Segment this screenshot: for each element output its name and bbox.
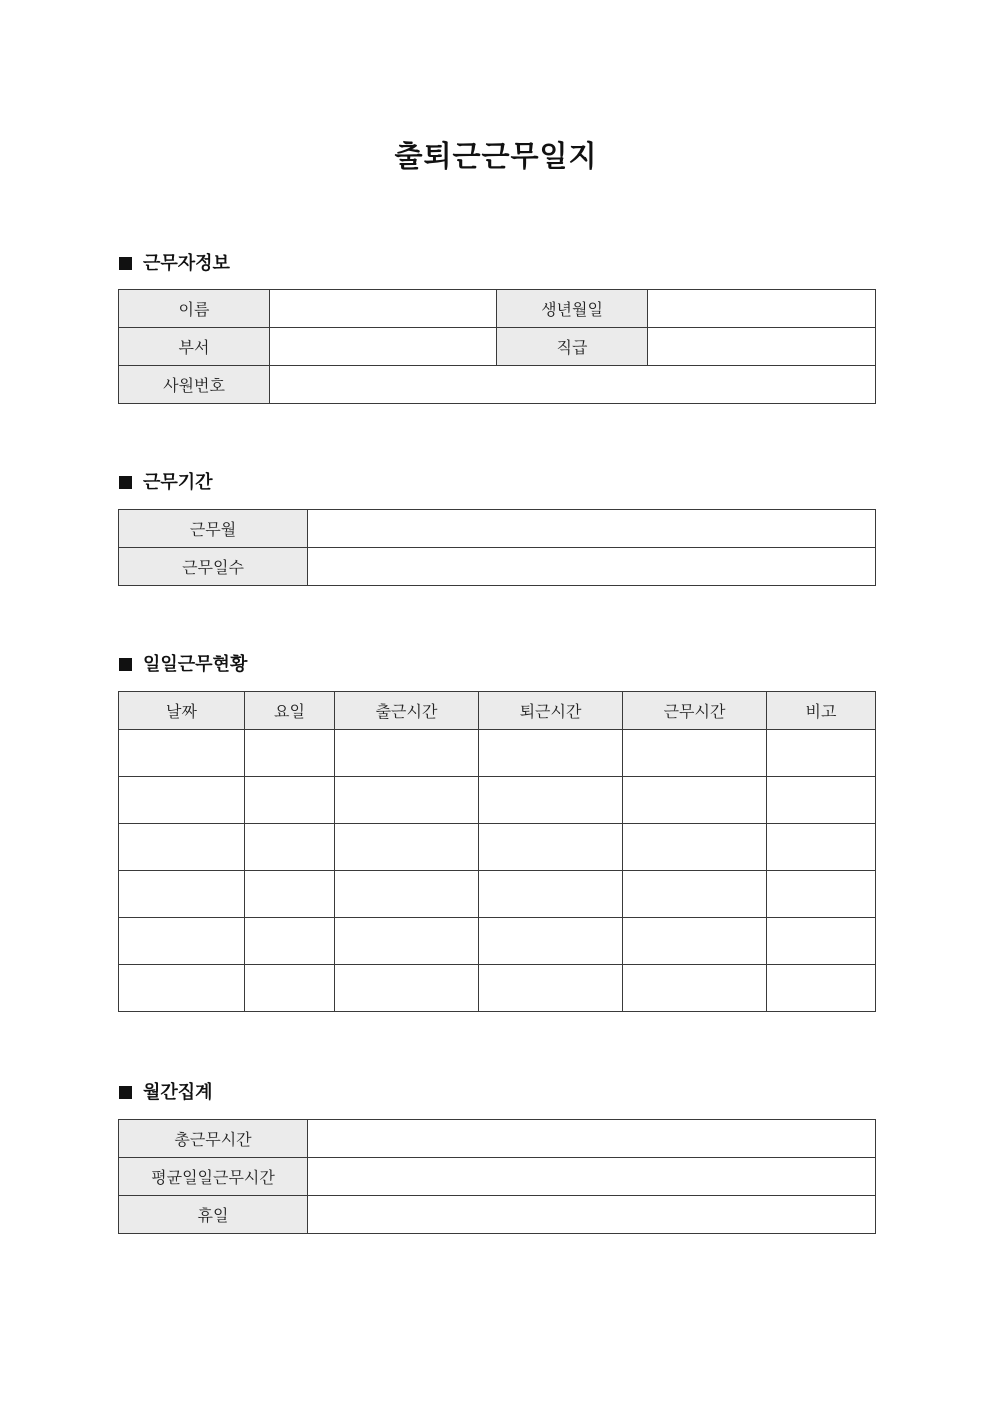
section-heading-work-period	[119, 470, 213, 496]
table-row	[119, 918, 876, 965]
column-header-weekday: 요일	[245, 692, 335, 730]
weekday-cell[interactable]	[245, 918, 335, 965]
holidays-label: 휴일	[119, 1196, 308, 1234]
total-hours-label: 총근무시간	[119, 1120, 308, 1158]
name-label: 이름	[119, 290, 270, 328]
table-row	[119, 1120, 876, 1158]
table-row	[119, 1196, 876, 1234]
weekday-cell[interactable]	[245, 730, 335, 777]
column-header-clock-out: 퇴근시간	[479, 692, 623, 730]
table-row	[119, 965, 876, 1012]
section-heading-daily-log	[119, 652, 247, 678]
work-hours-cell[interactable]	[623, 824, 767, 871]
table-row	[119, 366, 876, 404]
work-days-label: 근무일수	[119, 548, 308, 586]
weekday-cell[interactable]	[245, 871, 335, 918]
column-header-clock-in: 출근시간	[335, 692, 479, 730]
department-field[interactable]	[270, 328, 497, 366]
position-field[interactable]	[648, 328, 876, 366]
clock-in-cell[interactable]	[335, 965, 479, 1012]
work-days-field[interactable]	[308, 548, 876, 586]
column-header-work-hours: 근무시간	[623, 692, 767, 730]
date-cell[interactable]	[119, 777, 245, 824]
birthdate-field[interactable]	[648, 290, 876, 328]
weekday-cell[interactable]	[245, 824, 335, 871]
work-hours-cell[interactable]	[623, 730, 767, 777]
date-cell[interactable]	[119, 918, 245, 965]
work-month-field[interactable]	[308, 510, 876, 548]
square-bullet-icon	[119, 658, 132, 671]
date-cell[interactable]	[119, 730, 245, 777]
work-hours-cell[interactable]	[623, 965, 767, 1012]
work-hours-cell[interactable]	[623, 871, 767, 918]
total-hours-field[interactable]	[308, 1120, 876, 1158]
clock-out-cell[interactable]	[479, 965, 623, 1012]
daily-log-table	[118, 691, 876, 1012]
remarks-cell[interactable]	[767, 965, 876, 1012]
weekday-cell[interactable]	[245, 777, 335, 824]
table-row	[119, 824, 876, 871]
clock-in-cell[interactable]	[335, 777, 479, 824]
section-heading-label: 월간집계	[143, 1082, 213, 1103]
column-header-date: 날짜	[119, 692, 245, 730]
table-header-row	[119, 692, 876, 730]
remarks-cell[interactable]	[767, 871, 876, 918]
department-label: 부서	[119, 328, 270, 366]
worker-info-table	[118, 289, 876, 404]
clock-out-cell[interactable]	[479, 824, 623, 871]
column-header-remarks: 비고	[767, 692, 876, 730]
table-row	[119, 290, 876, 328]
name-field[interactable]	[270, 290, 497, 328]
table-row	[119, 730, 876, 777]
document-title: 출퇴근근무일지	[394, 139, 598, 173]
square-bullet-icon	[119, 1086, 132, 1099]
section-heading-monthly-summary	[119, 1080, 213, 1106]
table-row	[119, 328, 876, 366]
work-period-table	[118, 509, 876, 586]
clock-out-cell[interactable]	[479, 871, 623, 918]
weekday-cell[interactable]	[245, 965, 335, 1012]
square-bullet-icon	[119, 257, 132, 270]
work-month-label: 근무월	[119, 510, 308, 548]
employee-id-field[interactable]	[270, 366, 876, 404]
section-heading-label: 일일근무현황	[143, 654, 248, 675]
table-row	[119, 510, 876, 548]
monthly-summary-table	[118, 1119, 876, 1234]
remarks-cell[interactable]	[767, 730, 876, 777]
table-row	[119, 871, 876, 918]
table-row	[119, 1158, 876, 1196]
remarks-cell[interactable]	[767, 777, 876, 824]
work-hours-cell[interactable]	[623, 777, 767, 824]
remarks-cell[interactable]	[767, 918, 876, 965]
clock-in-cell[interactable]	[335, 871, 479, 918]
section-heading-label: 근무자정보	[143, 253, 230, 274]
clock-in-cell[interactable]	[335, 918, 479, 965]
clock-out-cell[interactable]	[479, 777, 623, 824]
birthdate-label: 생년월일	[497, 290, 648, 328]
clock-out-cell[interactable]	[479, 918, 623, 965]
table-row	[119, 777, 876, 824]
avg-daily-hours-label: 평균일일근무시간	[119, 1158, 308, 1196]
clock-in-cell[interactable]	[335, 730, 479, 777]
section-heading-label: 근무기간	[143, 472, 213, 493]
date-cell[interactable]	[119, 871, 245, 918]
square-bullet-icon	[119, 476, 132, 489]
clock-out-cell[interactable]	[479, 730, 623, 777]
date-cell[interactable]	[119, 965, 245, 1012]
work-hours-cell[interactable]	[623, 918, 767, 965]
remarks-cell[interactable]	[767, 824, 876, 871]
clock-in-cell[interactable]	[335, 824, 479, 871]
holidays-field[interactable]	[308, 1196, 876, 1234]
position-label: 직급	[497, 328, 648, 366]
table-row	[119, 548, 876, 586]
avg-daily-hours-field[interactable]	[308, 1158, 876, 1196]
section-heading-worker-info	[119, 251, 230, 277]
employee-id-label: 사원번호	[119, 366, 270, 404]
date-cell[interactable]	[119, 824, 245, 871]
